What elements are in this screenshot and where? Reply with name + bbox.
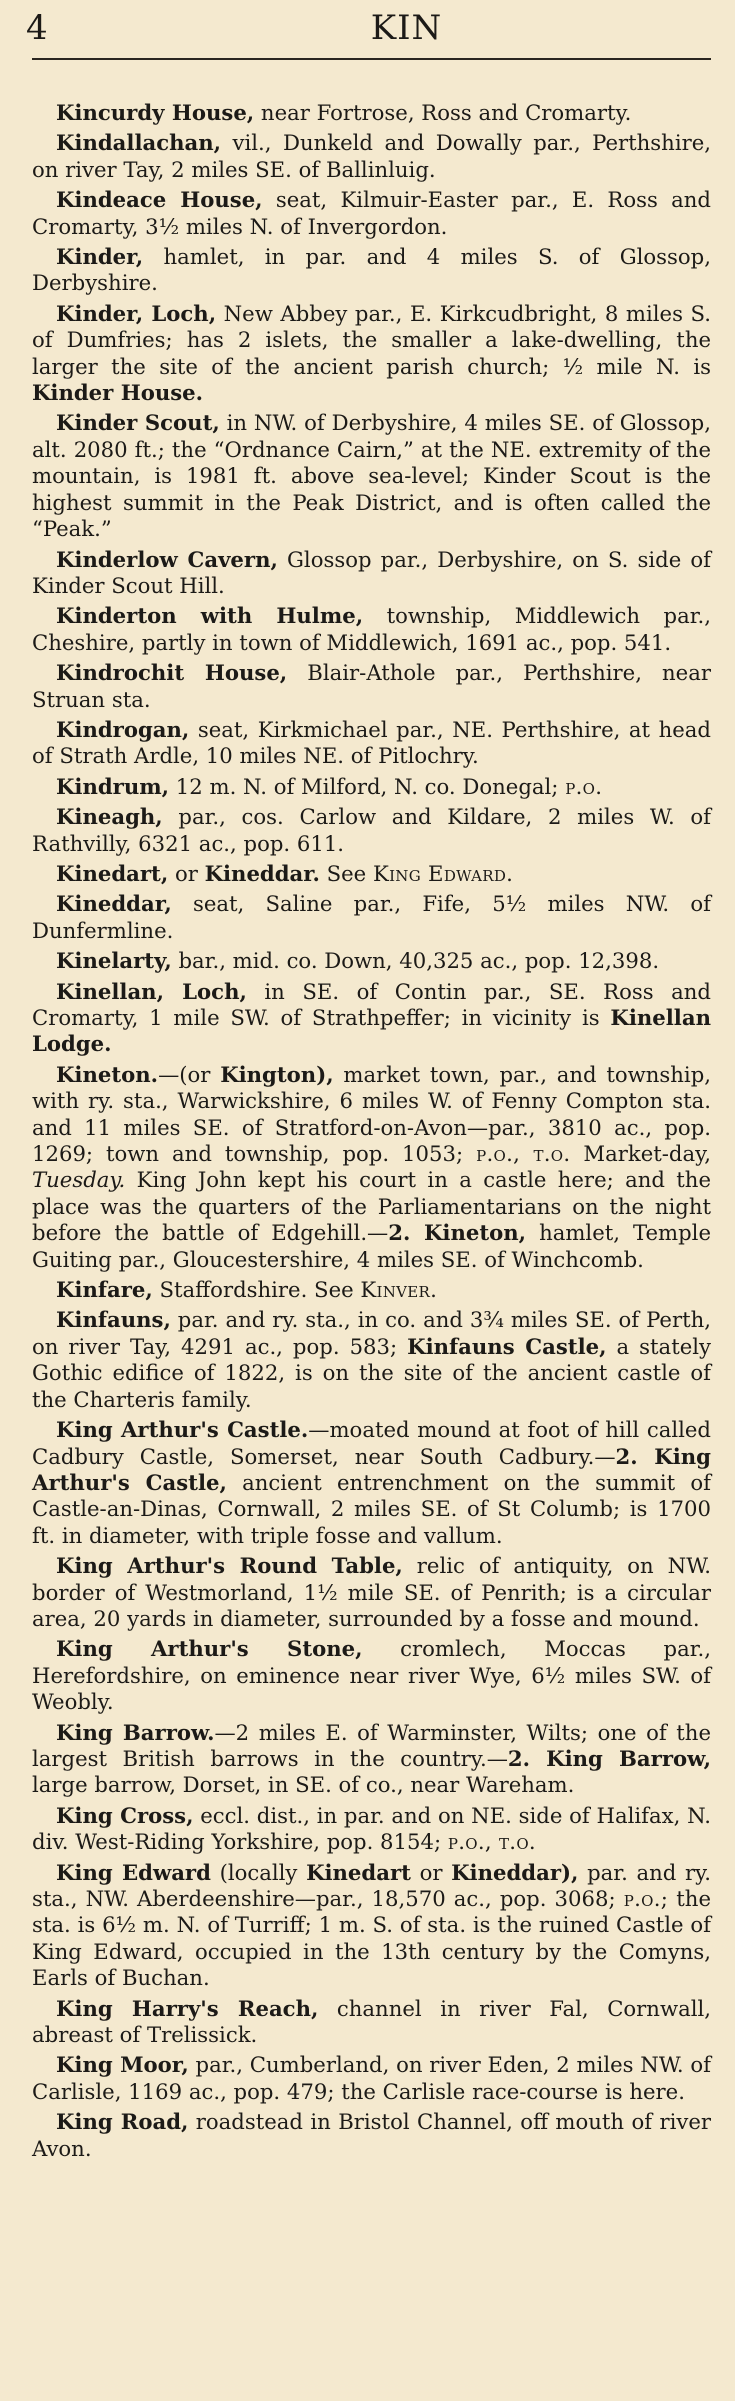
headword: Kinfauns, (56, 1307, 171, 1333)
entry-e13 (32, 861, 711, 887)
headword: Kineddar, (56, 891, 172, 917)
entry-text: eccl. dist., in par. and on NE. side of Halifax, N. div. West-Riding Yorkshire, pop. 8154; (32, 1802, 712, 1855)
abbrev: p.o.; (623, 1886, 669, 1911)
headword: King Barrow. (56, 1719, 215, 1745)
headword: Kington), (220, 1061, 334, 1087)
headword: King Arthur's Castle. (56, 1417, 309, 1443)
entry-e5 (32, 301, 711, 407)
entry-e18 (32, 1277, 711, 1303)
entry-text: See (319, 860, 373, 886)
entry-text: market town, par., and township, with ry. sta., Warwickshire, 6 miles W. of Fenny Compton sta. and 11 miles SE. of Stratford-on-Avon—par., 3810 ac., pop. 1269; town and township, pop. 1053; (32, 1061, 711, 1167)
headword: Kindeace House, (56, 187, 263, 213)
entry-e27 (32, 2052, 711, 2105)
entry-text: seat, Kilmuir-Easter par., E. Ross and Cromarty, 3½ miles N. of Invergordon. (32, 187, 711, 239)
entry-e19 (32, 1307, 711, 1413)
entry-e16 (32, 979, 711, 1058)
abbrev: p.o., t.o. (476, 1141, 571, 1167)
entry-e7 (32, 547, 711, 600)
entry-text: par. and ry. sta., in co. and 3¾ miles SE. of Perth, on river Tay, 4291 ac., pop. 583; (32, 1307, 711, 1359)
headword: Kincurdy House, (56, 100, 255, 125)
entry-text: ancient entrenchment on the summit of Castle-an-Dinas, Cornwall, 2 miles SE. of St Columb; is 1700 ft. in diameter, with triple fosse and vallum. (32, 1469, 712, 1548)
entry-e26 (32, 1996, 711, 2049)
entry-e6 (32, 410, 711, 542)
entry-text: par., cos. Carlow and Kildare, 2 miles W. of Rathvilly, 6321 ac., pop. 611. (32, 804, 711, 856)
entry-e10 (32, 717, 711, 770)
headword: 2. Kineton, (388, 1220, 527, 1246)
entry-text: New Abbey par., E. Kirkcudbright, 8 miles S. of Dumfries; has 2 islets, the smaller a lake-dwelling, the larger the site of the ancient parish church; ½ mile N. is (32, 300, 711, 379)
headword: Kindrum, (56, 773, 170, 799)
headword: Kinellan, Loch, (56, 978, 247, 1004)
entry-text: relic of antiquity, on NW. border of Westmorland, 1½ mile SE. of Penrith; is a circular area, 20 yards in diameter, surrounded by a fosse and mound. (32, 1553, 711, 1631)
headword: Kinderton with Hulme, (56, 603, 364, 629)
entry-e11 (32, 774, 711, 800)
entry-text: hamlet, Temple Guiting par., Gloucestershire, 4 miles SE. of Winchcomb. (32, 1220, 711, 1272)
headword: King Harry's Reach, (56, 1995, 319, 2021)
emphasis: Tuesday. (32, 1167, 126, 1193)
entry-text: Market-day, (570, 1141, 711, 1167)
headword: Kinedart (306, 1859, 411, 1885)
entry-e1 (32, 100, 711, 126)
entry-text: in NW. of Derbyshire, 4 miles SE. of Glossop, alt. 2080 ft.; the “Ordnance Cairn,” at the NE. extremity of the mountain, is 1981 ft. above sea-level; Kinder Scout is the highest summit in the Peak District, and is often called the “Peak.” (32, 410, 711, 542)
entry-e12 (32, 804, 711, 857)
abbrev: p.o., t.o. (447, 1829, 536, 1855)
entry-e24 (32, 1803, 711, 1856)
entry-e17 (32, 1062, 711, 1273)
entry-e15 (32, 948, 711, 974)
headword: Kindallachan, (56, 130, 222, 156)
entry-text: channel in river Fal, Cornwall, abreast of Trelissick. (32, 1995, 711, 2048)
entry-text: in SE. of Contin par., SE. Ross and Cromarty, 1 mile SW. of Strathpeffer; in vicinity is (32, 978, 711, 1030)
entry-e4 (32, 244, 711, 297)
headword: Kinder, Loch, (56, 300, 217, 326)
abbrev: Kinver. (360, 1277, 438, 1303)
headword: Kinderlow Cavern, (56, 546, 278, 572)
entry-e14 (32, 891, 711, 944)
entry-e2 (32, 130, 711, 183)
abbrev: King Edward. (372, 860, 514, 886)
entry-e25 (32, 1860, 711, 1992)
entry-text: Glossop par., Derbyshire, on S. side of Kinder Scout Hill. (32, 546, 711, 598)
headword: Kinder, (56, 244, 144, 270)
entry-e28 (32, 2109, 711, 2162)
entry-text: or (168, 860, 205, 886)
abbrev: p.o. (565, 773, 603, 799)
headword: King Edward (56, 1859, 211, 1885)
entry-text: cromlech, Moccas par., Herefordshire, on eminence near river Wye, 6½ miles SW. of Weobly. (32, 1636, 711, 1715)
headword: King Moor, (56, 2052, 189, 2078)
headword: Kindrochit House, (56, 660, 288, 686)
headword: Kindrogan, (56, 716, 190, 742)
entry-text: —moated mound at foot of hill called Cadbury Castle, Somerset, near South Cadbury.— (32, 1417, 711, 1469)
headword: Kinedart, (56, 860, 169, 886)
entry-e20 (32, 1417, 711, 1549)
headword: Kinder House. (32, 380, 204, 406)
entry-e22 (32, 1636, 711, 1715)
headword: King Cross, (56, 1802, 194, 1828)
headword: Kinellan Lodge. (32, 1005, 711, 1057)
headword: Kineddar. (204, 860, 320, 886)
page-number: 4 (26, 8, 48, 48)
entry-text: near Fortrose, Ross and Cromarty. (254, 100, 632, 125)
entry-text: Staffordshire. See (152, 1277, 361, 1303)
entry-text: —2 miles E. of Warminster, Wilts; one of the largest British barrows in the country.— (32, 1719, 711, 1771)
entry-text: the sta. is 6½ m. N. of Turriff; 1 m. S. of sta. is the ruined Castle of King Edward, occupied in the 13th century by the Comyns, Earls of Buchan. (32, 1886, 711, 1991)
headword: Kinder Scout, (56, 410, 220, 436)
entry-e23 (32, 1720, 711, 1799)
headword: 2. King Barrow, (507, 1745, 711, 1771)
headword: King Arthur's Stone, (56, 1636, 363, 1662)
headword: 2. King Arthur's Castle, (32, 1443, 711, 1495)
headword: Kinfauns Castle, (407, 1333, 607, 1359)
entry-text: seat, Kirkmichael par., NE. Perthshire, at head of Strath Ardle, 10 miles NE. of Pitlochry. (32, 716, 711, 769)
entry-text: large barrow, Dorset, in SE. of co., near Wareham. (32, 1772, 575, 1798)
entry-text: 12 m. N. of Milford, N. co. Donegal; (169, 773, 566, 799)
headword: Kineddar), (451, 1859, 579, 1885)
page-header (26, 0, 711, 60)
headword: King Road, (56, 2109, 189, 2135)
entry-text: bar., mid. co. Down, 40,325 ac., pop. 12,398. (171, 948, 660, 974)
entry-text: seat, Saline par., Fife, 5½ miles NW. of Dunfermline. (32, 891, 711, 943)
headword: Kineton. (56, 1061, 159, 1087)
entry-text: King John kept his court in a castle here; and the place was the quarters of the Parliamentarians on the night before the battle of Edgehill.— (32, 1167, 711, 1246)
entry-text: vil., Dunkeld and Dowally par., Perthshire, on river Tay, 2 miles SE. of Ballinluig. (32, 130, 711, 182)
entry-text: roadstead in Bristol Channel, off mouth of river Avon. (32, 2109, 712, 2161)
entry-text: (locally (210, 1859, 307, 1885)
entry-e9 (32, 660, 711, 713)
entry-text: par., Cumberland, on river Eden, 2 miles NW. of Carlisle, 1169 ac., pop. 479; the Carlisle race-course is here. (32, 2052, 711, 2104)
entry-e3 (32, 187, 711, 240)
entry-e21 (32, 1553, 711, 1632)
headword: King Arthur's Round Table, (56, 1553, 403, 1579)
running-head: KIN (370, 8, 443, 48)
headword: Kinelarty, (56, 948, 172, 974)
headword: Kineagh, (56, 804, 163, 830)
entry-text: a stately Gothic edifice of 1822, is on the site of the ancient castle of the Charteris family. (32, 1333, 711, 1412)
entry-text: hamlet, in par. and 4 miles S. of Glossop, Derbyshire. (32, 244, 711, 296)
entry-text: or (410, 1859, 452, 1885)
entries-list (32, 60, 711, 2162)
headword: Kinfare, (56, 1277, 153, 1303)
entry-e8 (32, 603, 711, 656)
entry-text: township, Middlewich par., Cheshire, partly in town of Middlewich, 1691 ac., pop. 541. (32, 603, 711, 655)
entry-text: —(or (158, 1061, 221, 1087)
entry-text: Blair-Athole par., Perthshire, near Struan sta. (32, 660, 711, 712)
entry-text: par. and ry. sta., NW. Aberdeenshire—par., 18,570 ac., pop. 3068; (32, 1859, 711, 1911)
